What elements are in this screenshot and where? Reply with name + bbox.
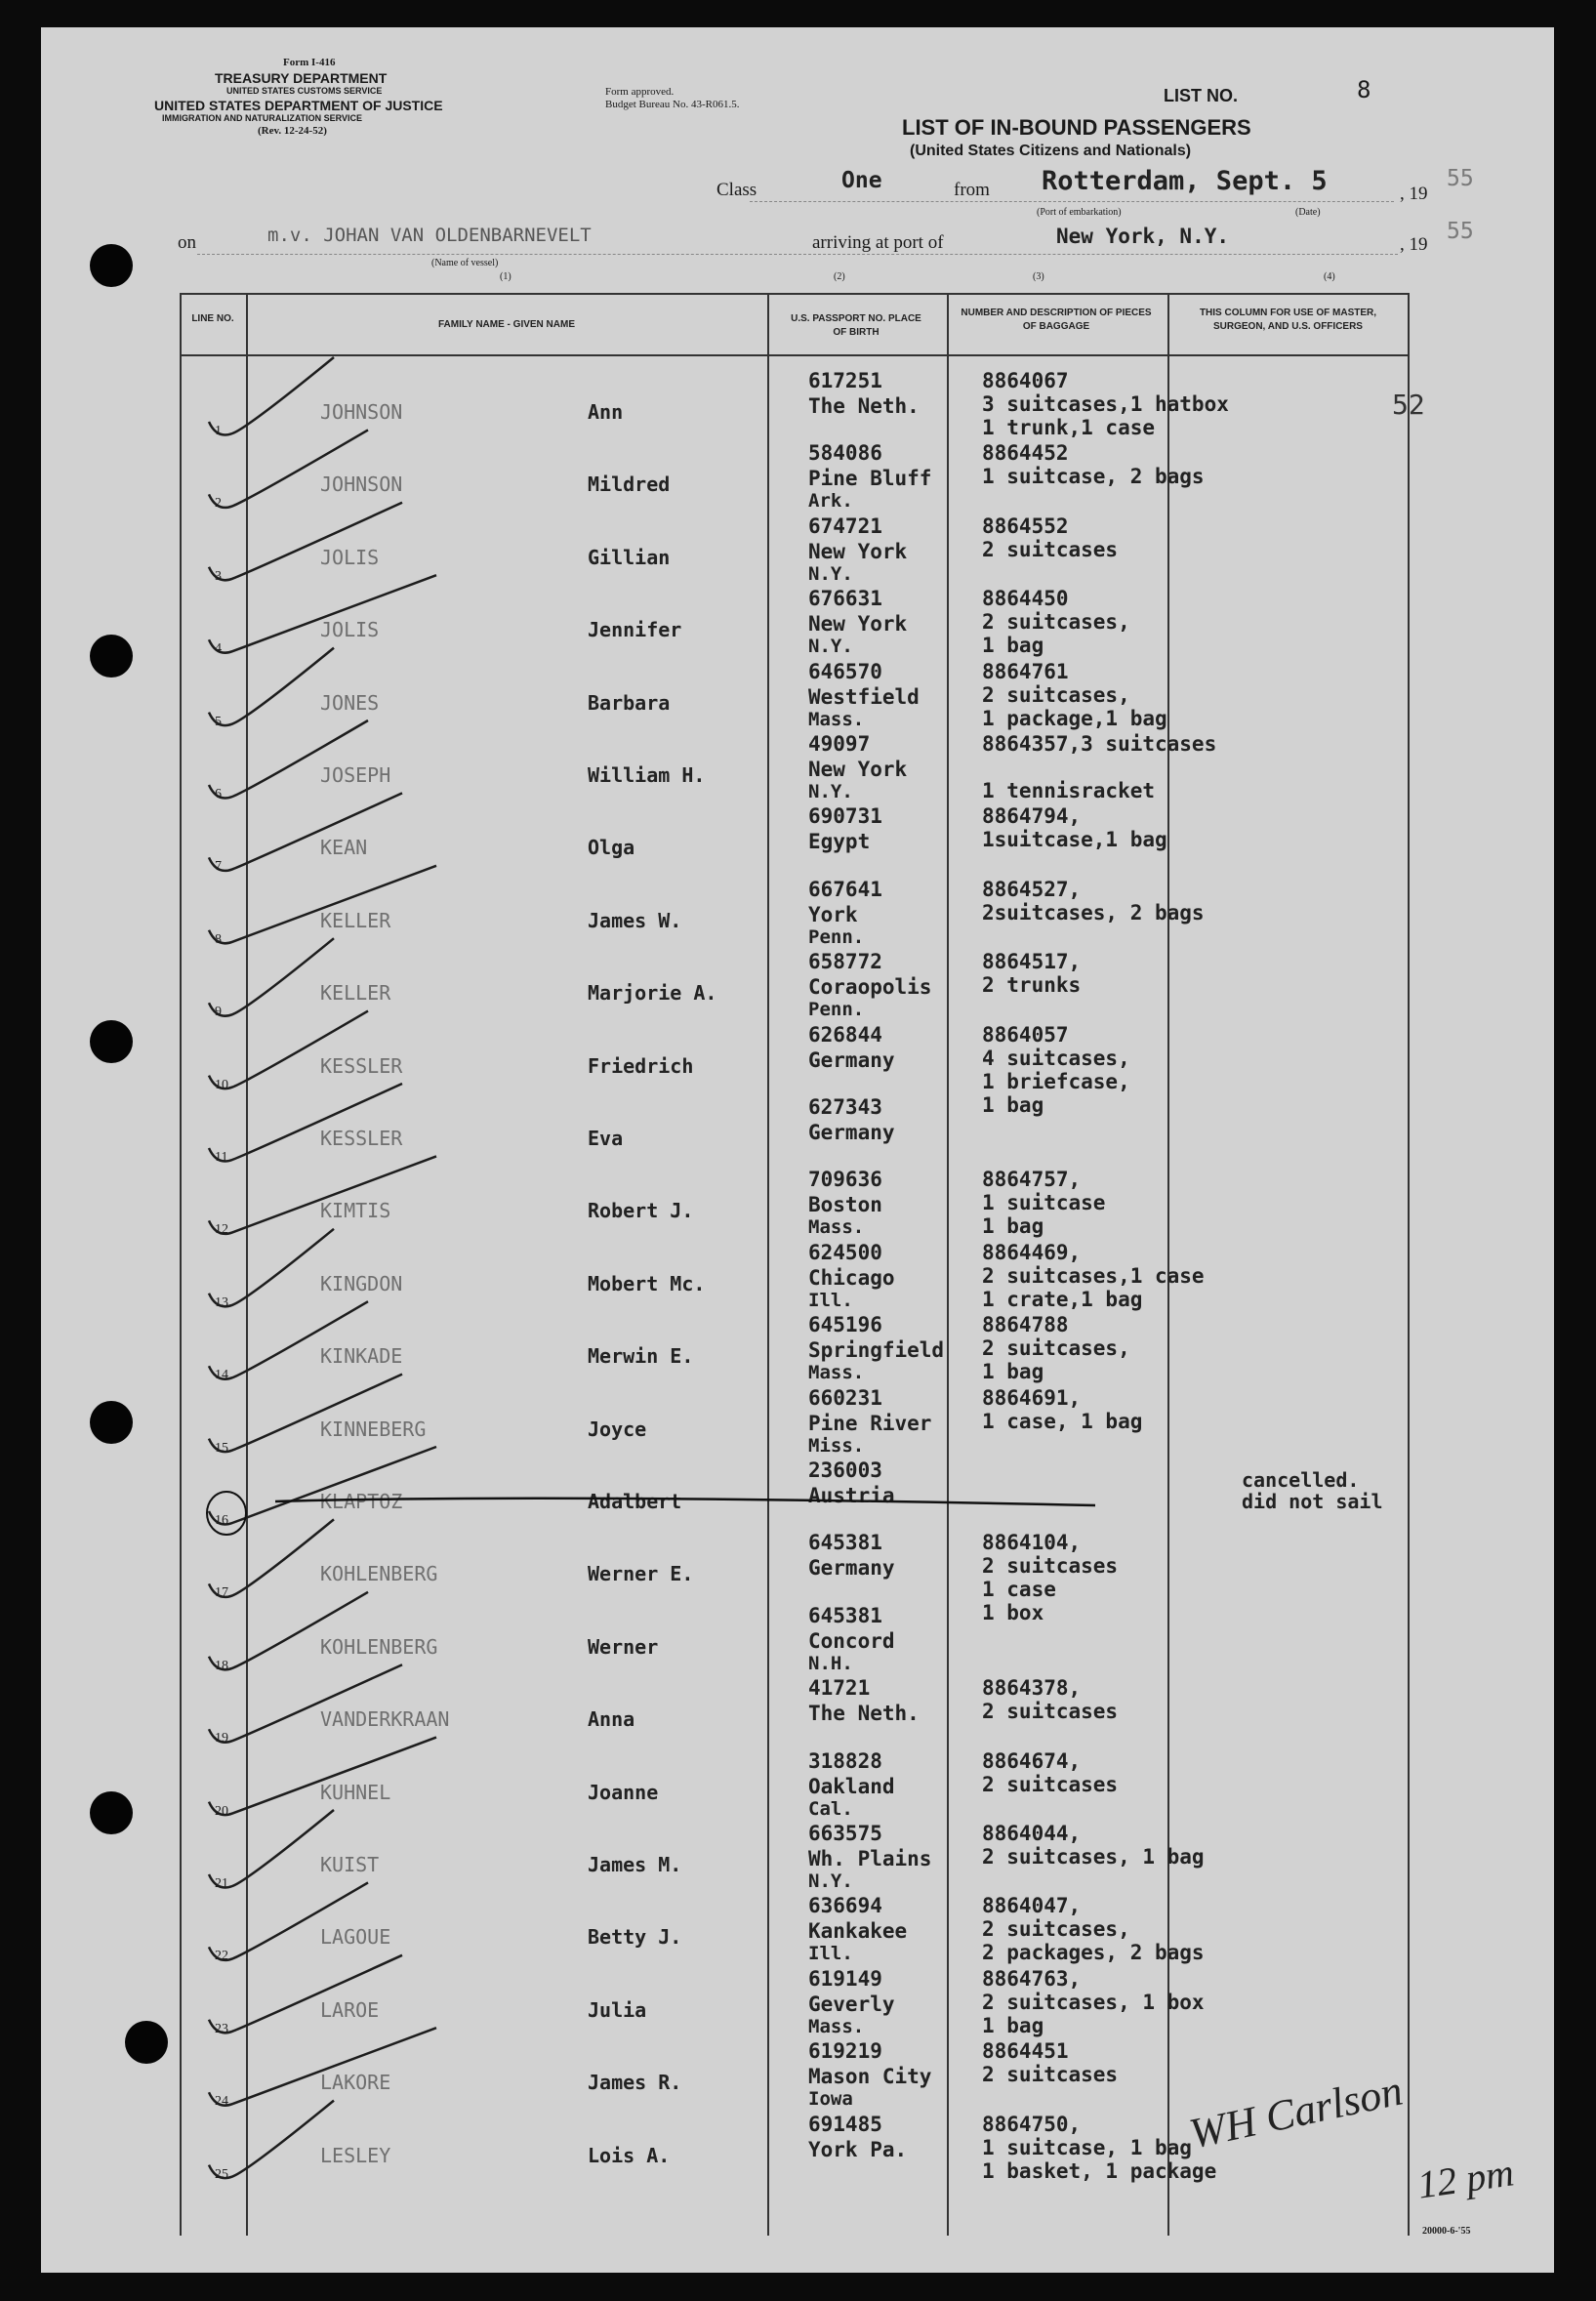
check-mark [209,720,368,799]
baggage-line-3: 1 bag [982,1360,1044,1384]
vessel-name: m.v. JOHAN VAN OLDENBARNEVELT [267,225,592,246]
baggage-line-1: 8864750, [982,2112,1082,2136]
birth-place-2: Cal. [808,1797,853,1820]
baggage-line-3: 1 basket, 1 package [982,2158,1217,2183]
baggage-line-2: 1 case, 1 bag [982,1409,1143,1433]
birth-place-2: Ill. [808,1289,853,1311]
port-embark-caption: (Port of embarkation) [1037,207,1122,218]
family-name: KOHLENBERG [320,1634,438,1659]
punch-hole [90,635,133,678]
baggage-line-1: 8864450 [982,587,1069,611]
baggage-line-2: 2 suitcases [982,537,1119,561]
baggage-line-2: 2 trunks [982,973,1082,998]
passport-number: 663575 [808,1822,882,1845]
baggage-line-1: 8864067 [982,369,1069,392]
birth-place: New York [808,758,908,781]
baggage-line-1: 8864451 [982,2039,1069,2064]
vessel-caption: (Name of vessel) [431,258,499,268]
passport-number: 624500 [808,1240,882,1264]
punch-hole [90,1401,133,1444]
baggage-line-2: 2 suitcases [982,1772,1119,1796]
baggage-line-2: 2suitcases, 2 bags [982,900,1205,925]
family-name: KLAPTOZ [320,1490,403,1513]
given-name: William H. [588,763,706,787]
year-prefix-2: , 19 [1400,234,1428,255]
check-mark [209,1229,334,1307]
family-name: KOHLENBERG [320,1562,438,1586]
given-name: Friedrich [588,1053,694,1078]
baggage-line-4: 1 bag [982,1092,1044,1117]
baggage-line-3: 1 bag [982,1214,1044,1239]
row-line-number: 7 [215,859,222,875]
officer-mark: 52 [1392,389,1425,421]
ins-service: IMMIGRATION AND NATURALIZATION SERVICE [162,113,362,123]
baggage-line-3: 1 tennisracket [982,779,1156,802]
check-mark [209,1810,334,1888]
check-mark [209,2028,436,2106]
baggage-line-1: 8864047, [982,1894,1082,1918]
punch-hole [90,244,133,287]
check-mark [209,938,334,1015]
baggage-line-3: 2 packages, 2 bags [982,1941,1205,1965]
year-value-2: 55 [1447,219,1474,244]
check-mark [209,1011,368,1089]
birth-place: Germany [808,1556,895,1581]
row-line-number: 21 [215,1876,228,1891]
passport-number: 645381 [808,1603,882,1627]
family-name: LAGOUE [320,1925,391,1950]
check-mark [209,1084,402,1162]
family-name: JONES [320,690,380,715]
birth-place: Egypt [808,830,871,854]
arrival-port: New York, N.Y. [1056,225,1230,248]
baggage-line-2: 1suitcase,1 bag [982,828,1167,852]
baggage-line-1: 8864527, [982,877,1082,901]
on-label: on [178,232,196,253]
baggage-line-2: 2 suitcases [982,1554,1119,1579]
from-label: from [954,180,990,200]
cancel-strikethrough [275,1499,1095,1505]
baggage-line-2: 2 suitcases, 1 bag [982,1845,1205,1869]
baggage-line-1: 8864044, [982,1822,1082,1845]
check-mark [209,1882,368,1960]
birth-place: The Neth. [808,394,920,418]
birth-place-2: N.Y. [808,781,853,802]
passport-number: 660231 [808,1385,882,1410]
row-line-number: 15 [215,1440,228,1456]
baggage-line-3: 1 package,1 bag [982,706,1167,730]
punch-hole [90,1791,133,1834]
birth-place: Kankakee [808,1919,908,1944]
passport-number: 619149 [808,1966,882,1991]
birth-place: Austria [808,1484,895,1507]
row-line-number: 2 [215,496,222,512]
baggage-line-3: 1 briefcase, [982,1069,1130,1093]
given-name: Joyce [588,1417,647,1441]
list-no-label: LIST NO. [1164,86,1238,105]
baggage-line-2: 2 suitcases, 1 box [982,1990,1205,2014]
baggage-line-1: 8864788 [982,1313,1069,1337]
birth-place: Concord [808,1628,895,1653]
row-line-number: 9 [215,1005,222,1020]
passport-number: 690731 [808,804,882,829]
given-name: James R. [588,2071,682,2095]
form-approved: Form approved. [605,86,675,98]
baggage-line-2: 3 suitcases,1 hatbox [982,392,1229,416]
birth-place-2: Miss. [808,1434,865,1457]
col-head-baggage: NUMBER AND DESCRIPTION OF PIECES OF BAGGAGE [961,308,1152,332]
treasury-dept: TREASURY DEPARTMENT [215,70,388,86]
baggage-line-3: 1 bag [982,634,1044,658]
check-mark [209,1156,436,1234]
passport-number: 709636 [808,1168,882,1192]
family-name: VANDERKRAAN [320,1707,450,1732]
family-name: KESSLER [320,1127,403,1150]
row-line-number: 3 [215,568,222,584]
family-name: JOHNSON [320,400,403,424]
family-name: JOLIS [320,545,380,569]
given-name: Marjorie A. [588,981,717,1006]
baggage-line-1: 8864357,3 suitcases [982,732,1217,756]
given-name: Mobert Mc. [588,1271,706,1295]
birth-place-2: Iowa [808,2088,853,2111]
baggage-line-2: 1 suitcase, 1 bag [982,2135,1192,2159]
birth-place: The Neth. [808,1702,920,1726]
page-title: LIST OF IN-BOUND PASSENGERS [902,115,1251,140]
baggage-line-1: 8864378, [982,1676,1082,1701]
check-mark [209,575,436,653]
family-name: LESLEY [320,2143,391,2167]
given-name: Werner [588,1634,659,1659]
birth-place-2: Mass. [808,1362,865,1384]
passport-number: 645381 [808,1531,882,1555]
check-mark [209,1592,368,1670]
arriving-label: arriving at port of [812,232,944,253]
circled-line-number [207,1492,246,1535]
given-name: Betty J. [588,1925,682,1950]
birth-place-2: N.Y. [808,1870,853,1892]
baggage-line-1: 8864763, [982,1966,1082,1991]
passport-number: 667641 [808,877,882,901]
passport-number: 627343 [808,1095,882,1119]
birth-place: Pine River [808,1411,932,1435]
check-mark [209,2101,334,2179]
passport-number: 41721 [808,1676,871,1701]
family-name: KUIST [320,1853,380,1876]
budget-bureau: Budget Bureau No. 43-R061.5. [605,99,740,110]
given-name: Barbara [588,690,671,715]
birth-place: Westfield [808,684,920,709]
status-note: cancelled. [1242,1468,1360,1492]
baggage-line-1: 8864517, [982,950,1082,974]
footer-code: 20000-6-'55 [1422,2226,1471,2237]
family-name: KEAN [320,836,368,860]
given-name: James M. [588,1853,682,1876]
check-mark [209,1738,436,1816]
given-name: Olga [588,836,635,860]
check-mark [209,503,402,581]
row-line-number: 6 [215,787,222,801]
baggage-line-2: 2 suitcases, [982,1917,1130,1942]
baggage-line-3: 1 crate,1 bag [982,1287,1143,1311]
passport-number: 646570 [808,659,882,683]
passport-number: 636694 [808,1894,882,1918]
baggage-line-1: 8864761 [982,659,1069,683]
row-line-number: 4 [215,641,222,657]
birth-place-2: N.H. [808,1652,853,1674]
col-head-officers: THIS COLUMN FOR USE OF MASTER, SURGEON, AND U.S. OFFICERS [1199,308,1377,332]
baggage-line-2: 2 suitcases [982,1700,1119,1724]
class-label: Class [716,180,757,200]
family-name: KINNEBERG [320,1417,427,1441]
justice-dept: UNITED STATES DEPARTMENT OF JUSTICE [154,98,443,113]
row-line-number: 19 [215,1731,228,1746]
punch-hole [125,2021,168,2064]
birth-place: York [808,902,858,926]
row-line-number: 13 [215,1294,228,1310]
given-name: Anna [588,1707,635,1732]
given-name: James W. [588,908,682,932]
family-name: KIMTIS [320,1199,391,1223]
birth-place: Boston [808,1193,882,1217]
family-name: KINKADE [320,1344,403,1369]
baggage-line-2: 2 suitcases, [982,682,1130,707]
family-name: KELLER [320,981,391,1006]
birth-place-2: Mass. [808,2015,865,2037]
given-name: Mildred [588,473,671,497]
col3-number: (3) [1033,271,1044,282]
baggage-line-2: 2 suitcases, [982,610,1130,635]
birth-place-2: Ark. [808,490,853,513]
birth-place-2: N.Y. [808,636,853,658]
passport-number: 645196 [808,1313,882,1337]
family-name: KELLER [320,908,391,932]
page-subtitle: (United States Citizens and Nationals) [910,143,1192,159]
birth-place: Chicago [808,1265,895,1290]
row-line-number: 17 [215,1585,228,1601]
handwritten-marks [41,27,1554,2273]
row-line-number: 25 [215,2166,228,2182]
birth-place-2: Penn. [808,925,865,948]
row-line-number: 18 [215,1658,228,1673]
check-mark [209,357,334,435]
baggage-line-2: 1 suitcase [982,1191,1106,1215]
col-head-name: FAMILY NAME - GIVEN NAME [437,319,575,330]
baggage-line-4: 1 box [982,1601,1044,1625]
baggage-line-1: 8864794, [982,804,1082,829]
family-name: LAROE [320,1997,380,2022]
col2-number: (2) [834,271,845,282]
check-mark [209,1375,402,1453]
col-head-line-no: LINE NO. [191,313,234,324]
birth-place: Springfield [808,1338,945,1363]
status-note-2: did not sail [1242,1490,1383,1513]
baggage-line-3: 1 bag [982,2013,1044,2037]
class-value: One [841,168,882,193]
inspector-signature: WH Carlson [1185,2066,1407,2158]
baggage-line-1: 8864104, [982,1531,1082,1555]
baggage-line-1: 8864552 [982,514,1069,538]
baggage-line-2: 2 suitcases, [982,1336,1130,1361]
form-number: Form I-416 [283,57,336,68]
birth-place: Geverly [808,1992,895,2016]
birth-place: New York [808,539,908,563]
check-mark [209,430,368,508]
passport-number: 691485 [808,2112,882,2136]
row-line-number: 10 [215,1077,228,1092]
birth-place: Pine Bluff [808,467,932,491]
check-mark [209,793,402,871]
row-line-number: 14 [215,1368,228,1383]
passport-number: 318828 [808,1748,882,1773]
birth-place: New York [808,612,908,637]
col4-number: (4) [1324,271,1335,282]
col1-number: (1) [500,271,512,282]
baggage-line-2: 2 suitcases,1 case [982,1263,1205,1288]
passport-number: 674721 [808,514,882,538]
given-name: Gillian [588,545,671,569]
birth-place-2: N.Y. [808,562,853,585]
birth-place-2: Penn. [808,999,865,1021]
given-name: Werner E. [588,1562,694,1586]
baggage-line-1: 8864691, [982,1385,1082,1410]
row-line-number: 20 [215,1803,228,1819]
birth-place: Mason City [808,2065,932,2089]
check-mark [209,1955,402,2034]
row-line-number: 12 [215,1222,228,1238]
date-caption: (Date) [1295,207,1321,218]
family-name: KESSLER [320,1053,403,1078]
given-name: Julia [588,1997,647,2022]
row-line-number: 24 [215,2094,228,2110]
check-mark [209,1664,402,1743]
family-name: JOSEPH [320,763,391,787]
given-name: Jennifer [588,618,682,642]
check-mark [209,1301,368,1379]
baggage-line-1: 8864757, [982,1168,1082,1192]
passport-number: 619219 [808,2039,882,2064]
passport-number: 236003 [808,1459,882,1482]
list-no-value: 8 [1357,76,1371,103]
baggage-line-2: 2 suitcases [982,2063,1119,2087]
passport-number: 676631 [808,587,882,611]
birth-place: Wh. Plains [808,1847,932,1870]
baggage-line-1: 8864469, [982,1240,1082,1264]
baggage-line-1: 8864452 [982,441,1069,466]
given-name: Merwin E. [588,1344,694,1369]
row-line-number: 16 [215,1513,228,1528]
baggage-line-1: 8864057 [982,1022,1069,1047]
row-line-number: 11 [215,1150,228,1165]
passport-number: 617251 [808,369,882,392]
family-name: JOHNSON [320,473,403,497]
birth-place-2: Ill. [808,1943,853,1965]
passport-number: 626844 [808,1022,882,1047]
baggage-line-1: 8864674, [982,1748,1082,1773]
customs-service: UNITED STATES CUSTOMS SERVICE [226,86,383,96]
birth-place: York Pa. [808,2137,908,2161]
given-name: Lois A. [588,2143,671,2167]
birth-place-2: Mass. [808,1216,865,1239]
check-mark [209,648,334,726]
revision: (Rev. 12-24-52) [258,125,327,137]
baggage-line-3: 1 trunk,1 case [982,416,1156,439]
year-prefix-1: , 19 [1400,184,1428,204]
row-line-number: 22 [215,1949,228,1964]
row-line-number: 8 [215,931,222,947]
signature-time: 12 pm [1414,2150,1517,2207]
punch-hole [90,1020,133,1063]
baggage-line-2: 1 suitcase, 2 bags [982,465,1205,489]
given-name: Joanne [588,1780,659,1804]
family-name: KUHNEL [320,1780,391,1804]
given-name: Robert J. [588,1199,694,1223]
check-mark [209,866,436,944]
birth-place: Oakland [808,1774,895,1798]
birth-place: Germany [808,1048,895,1072]
passport-number: 49097 [808,732,871,756]
birth-place: Coraopolis [808,975,932,1000]
baggage-line-3: 1 case [982,1578,1056,1602]
row-line-number: 23 [215,2021,228,2036]
row-line-number: 1 [215,424,222,438]
passport-number: 658772 [808,950,882,974]
year-value-1: 55 [1447,166,1474,191]
birth-place: Germany [808,1121,895,1144]
row-line-number: 5 [215,714,222,729]
given-name: Eva [588,1127,624,1150]
passport-number: 584086 [808,441,882,466]
family-name: JOLIS [320,618,380,642]
family-name: LAKORE [320,2071,391,2095]
check-mark [209,1519,334,1597]
given-name: Ann [588,400,624,424]
check-mark [209,1447,436,1525]
birth-place-2: Mass. [808,708,865,730]
family-name: KINGDON [320,1271,403,1295]
manifest-sheet [41,27,1554,2273]
baggage-line-2: 4 suitcases, [982,1046,1130,1070]
col-head-passport: U.S. PASSPORT NO. PLACE OF BIRTH [791,313,921,338]
from-value: Rotterdam, Sept. 5 [1042,166,1328,196]
given-name: Adalbert [588,1490,682,1513]
